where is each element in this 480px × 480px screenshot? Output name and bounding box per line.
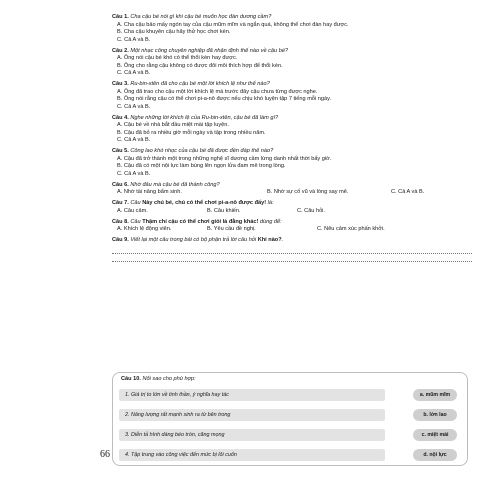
question-number: Câu 8. [112, 218, 129, 225]
question-6 [112, 182, 472, 197]
question-number: Câu 1. [112, 14, 129, 20]
question-5 [112, 148, 472, 178]
option-c: C. Cả A và B. [117, 36, 151, 43]
option-b: B. Ông nói rằng cậu có thể chơi pi-a-nô được nếu chịu khó luyện tập 7 tiếng mỗi ngày. [117, 96, 332, 103]
question-number: Câu 9. [112, 236, 129, 243]
question-text: Một nhạc công chuyên nghiệp đã nhận định thế nào về cậu bé? [130, 47, 289, 54]
question-number: Câu 2. [112, 47, 129, 54]
option-b: B. Nhờ sự cố vũ và lòng say mê. [267, 189, 349, 196]
option-c: C. Cả A và B. [391, 189, 425, 196]
option-c: C. Câu hỏi. [297, 207, 325, 214]
match-left-item[interactable]: 1. Giá trị to lớn về tinh thần, ý nghĩa hay tác [119, 389, 385, 401]
question-keyword: Khi nào? [257, 236, 282, 243]
question-list [112, 14, 472, 262]
match-left-item[interactable]: 3. Diễn tả hình dáng béo tròn, căng mọng [119, 429, 385, 441]
option-a: A. Khích lệ động viên. [117, 226, 172, 233]
question-number: Câu 6. [112, 181, 129, 188]
option-a: A. Cậu bé về nhà bắt đầu miệt mài tập luyện. [117, 122, 229, 129]
question-text: Ru-bin-xtên đã cho cậu bé một lời khích lệ như thế nào? [130, 81, 270, 88]
match-left-item[interactable]: 2. Nâng lượng rất mạnh sinh ra từ bên trong [119, 409, 385, 421]
match-left-item[interactable]: 4. Tập trung vào công việc đến mức bị lôi cuốn [119, 449, 385, 461]
option-c: C. Nêu cảm xúc phấn khởi. [317, 226, 385, 233]
option-b: B. Cha cậu khuyên cậu hãy thử học chơi kèn. [117, 29, 231, 36]
question-3 [112, 81, 472, 111]
question-number: Câu 7. [112, 200, 129, 207]
option-c: C. Cả A và B. [117, 70, 151, 77]
question-text: Cha cậu bé nói gì khi cậu bé muốn học đàn dương cầm? [130, 14, 272, 20]
question-text: Nhờ đâu mà cậu bé đã thành công? [130, 181, 220, 188]
question-9: Câu 9. Viết lại một câu trong bài có bộ phận trả lời câu hỏi Khi nào?. [112, 237, 472, 262]
option-b: B. Ông cho rằng cậu không có được đôi môi thích hợp để thổi kèn. [117, 62, 283, 69]
option-a: A. Câu cảm. [117, 207, 148, 214]
question-text: Công lao khó nhọc của cậu bé đã được đền đáp thế nào? [130, 148, 274, 155]
question-2 [112, 48, 472, 78]
option-a: A. Ông nói cậu bé khó có thể thổi kèn hay được. [117, 55, 238, 62]
option-a: A. Nhờ tài năng bẩm sinh. [117, 189, 182, 196]
question-number: Câu 4. [112, 114, 129, 121]
quoted-sentence: Này chú bé, chú có thể chơi pi-a-nô được đấy! [142, 200, 267, 207]
question-number: Câu 10. [121, 376, 141, 382]
matching-box [112, 372, 468, 466]
quoted-sentence: Thậm chí cậu có thể chơi giỏi là đằng khác! [142, 218, 259, 225]
question-number: Câu 3. [112, 81, 129, 88]
question-text: Nối sao cho phù hợp: [142, 376, 196, 382]
page-number: 66 [100, 449, 110, 460]
option-b: B. Câu khiến. [207, 207, 241, 214]
question-number: Câu 5. [112, 148, 129, 155]
option-a: A. Cậu đã trở thành một trong những nghệ sĩ dương cầm lừng danh nhất thời bấy giờ. [117, 155, 332, 162]
option-b: B. Cậu đã có một nội lực làm bùng lên ngọn lửa đam mê trong lòng. [117, 163, 286, 170]
option-a: A. Cha cậu bảo mấy ngón tay của cậu mũm mĩm và ngắn quá, không thể chơi đàn hay được. [117, 21, 349, 28]
question-8: Câu 8. Câu Thậm chí cậu có thể chơi giỏi là đằng khác! dùng để: A. Khích lệ động viên. B. Yêu cầu đề nghị. C. Nêu cảm xúc phấn khởi. [112, 218, 385, 233]
question-1 [112, 14, 472, 44]
match-right-item[interactable]: c. miệt mài [413, 429, 457, 441]
answer-line[interactable] [112, 247, 472, 254]
option-b: B. Yêu cầu đề nghị. [207, 226, 256, 233]
option-c: C. Cả A và B. [117, 171, 151, 178]
option-c: C. Cả A và B. [117, 103, 151, 110]
option-a: A. Ông đã trao cho cậu một lời khích lệ mà trước đây cậu chưa từng được nghe. [117, 88, 318, 95]
option-b: B. Cậu đã bỏ ra nhiều giờ mỗi ngày và tập trong nhiều năm. [117, 129, 266, 136]
match-right-item[interactable]: a. mũm mĩm [413, 389, 457, 401]
option-c: C. Cả A và B. [117, 137, 151, 144]
match-right-item[interactable]: d. nội lực [413, 449, 457, 461]
worksheet-page [112, 14, 472, 474]
question-4 [112, 115, 472, 145]
question-7: Câu 7. Câu Này chú bé, chú có thể chơi pi-a-nô được đấy! là: A. Câu cảm. B. Câu khiến. C. Câu hỏi. [112, 200, 325, 214]
match-right-item[interactable]: b. lớn lao [413, 409, 457, 421]
question-text: Nghe những lời khích lệ của Ru-bin-xtên, cậu bé đã làm gì? [130, 114, 279, 121]
answer-line[interactable] [112, 255, 472, 262]
